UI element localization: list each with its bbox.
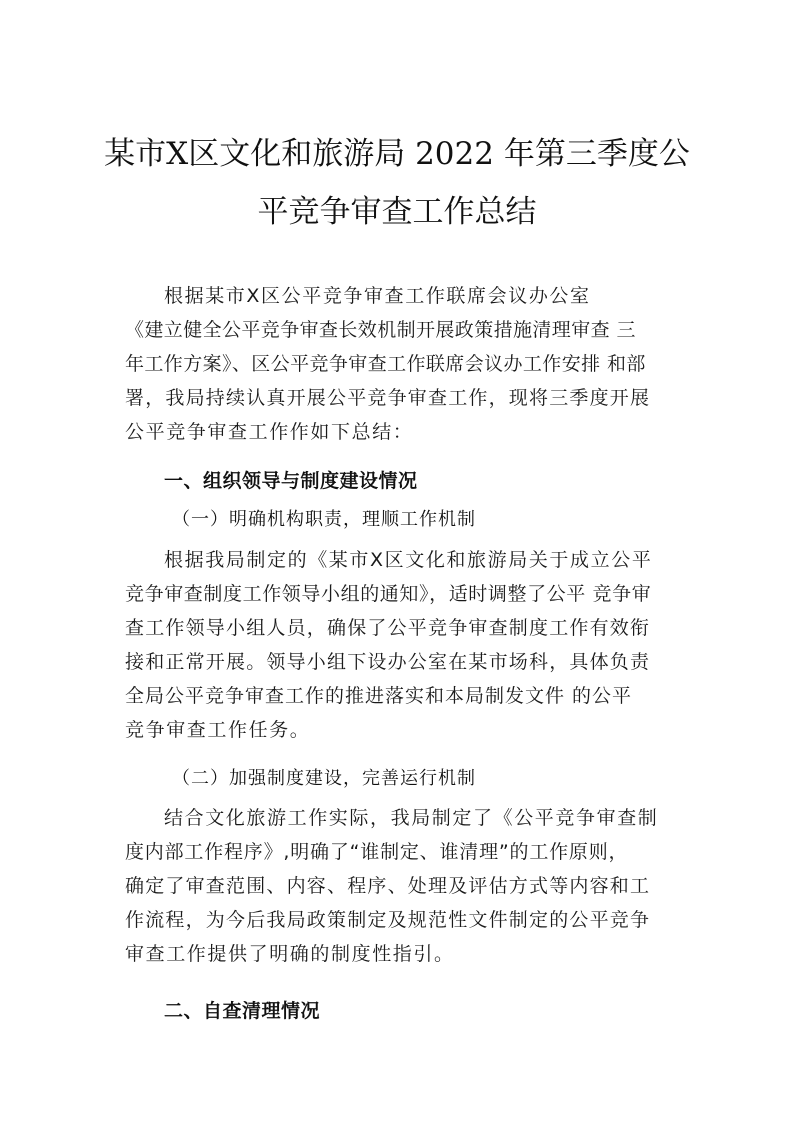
sub-2-line-1: 结合文化旅游工作实际，我局制定了《公平竞争审查制 bbox=[164, 807, 659, 829]
section-2-heading: 二、自查清理情况 bbox=[164, 1000, 321, 1022]
intro-line-1: 根据某市X区公平竞争审查工作联席会议办公室 bbox=[164, 285, 591, 307]
sub-1-line-5: 全局公平竞争审查工作的推进落实和本局制发文件 的公平 bbox=[125, 685, 633, 707]
section-1-sub-1-heading: （一）明确机构职责，理顺工作机制 bbox=[172, 509, 476, 530]
intro-line-2: 《建立健全公平竞争审查长效机制开展政策措施清理审查 三 bbox=[125, 319, 636, 341]
sub-2-line-2: 度内部工作程序》,明确了“谁制定、谁清理”的工作原则， bbox=[125, 841, 629, 863]
intro-line-3: 年工作方案》、区公平竞争审查工作联席会议办工作安排 和部 bbox=[125, 353, 646, 375]
sub-1-line-2: 竞争审查制度工作领导小组的通知》，适时调整了公平 竞争审 bbox=[125, 583, 652, 605]
document-title-line-1: 某市X区文化和旅游局 2022 年第三季度公 bbox=[104, 136, 690, 172]
sub-1-line-1: 根据我局制定的《某市X区文化和旅游局关于成立公平 bbox=[164, 549, 653, 571]
intro-line-4: 署，我局持续认真开展公平竞争审查工作，现将三季度开展 bbox=[125, 387, 651, 409]
intro-line-5: 公平竞争审查工作作如下总结： bbox=[125, 421, 414, 443]
sub-2-line-5: 审查工作提供了明确的制度性指引。 bbox=[125, 943, 455, 965]
sub-1-line-4: 接和正常开展。领导小组下设办公室在某市场科，具体负责 bbox=[125, 651, 651, 673]
sub-1-line-6: 竞争审查工作任务。 bbox=[125, 719, 311, 741]
sub-2-line-3: 确定了审查范围、内容、程序、处理及评估方式等内容和工 bbox=[125, 875, 651, 897]
sub-1-line-3: 查工作领导小组人员，确保了公平竞争审查制度工作有效衔 bbox=[125, 617, 651, 639]
section-1-heading: 一、组织领导与制度建设情况 bbox=[164, 470, 418, 492]
document-title-line-2: 平竞争审查工作总结 bbox=[257, 194, 537, 230]
section-1-sub-2-heading: （二）加强制度建设，完善运行机制 bbox=[172, 768, 476, 789]
sub-2-line-4: 作流程，为今后我局政策制定及规范性文件制定的公平竞争 bbox=[125, 909, 651, 931]
